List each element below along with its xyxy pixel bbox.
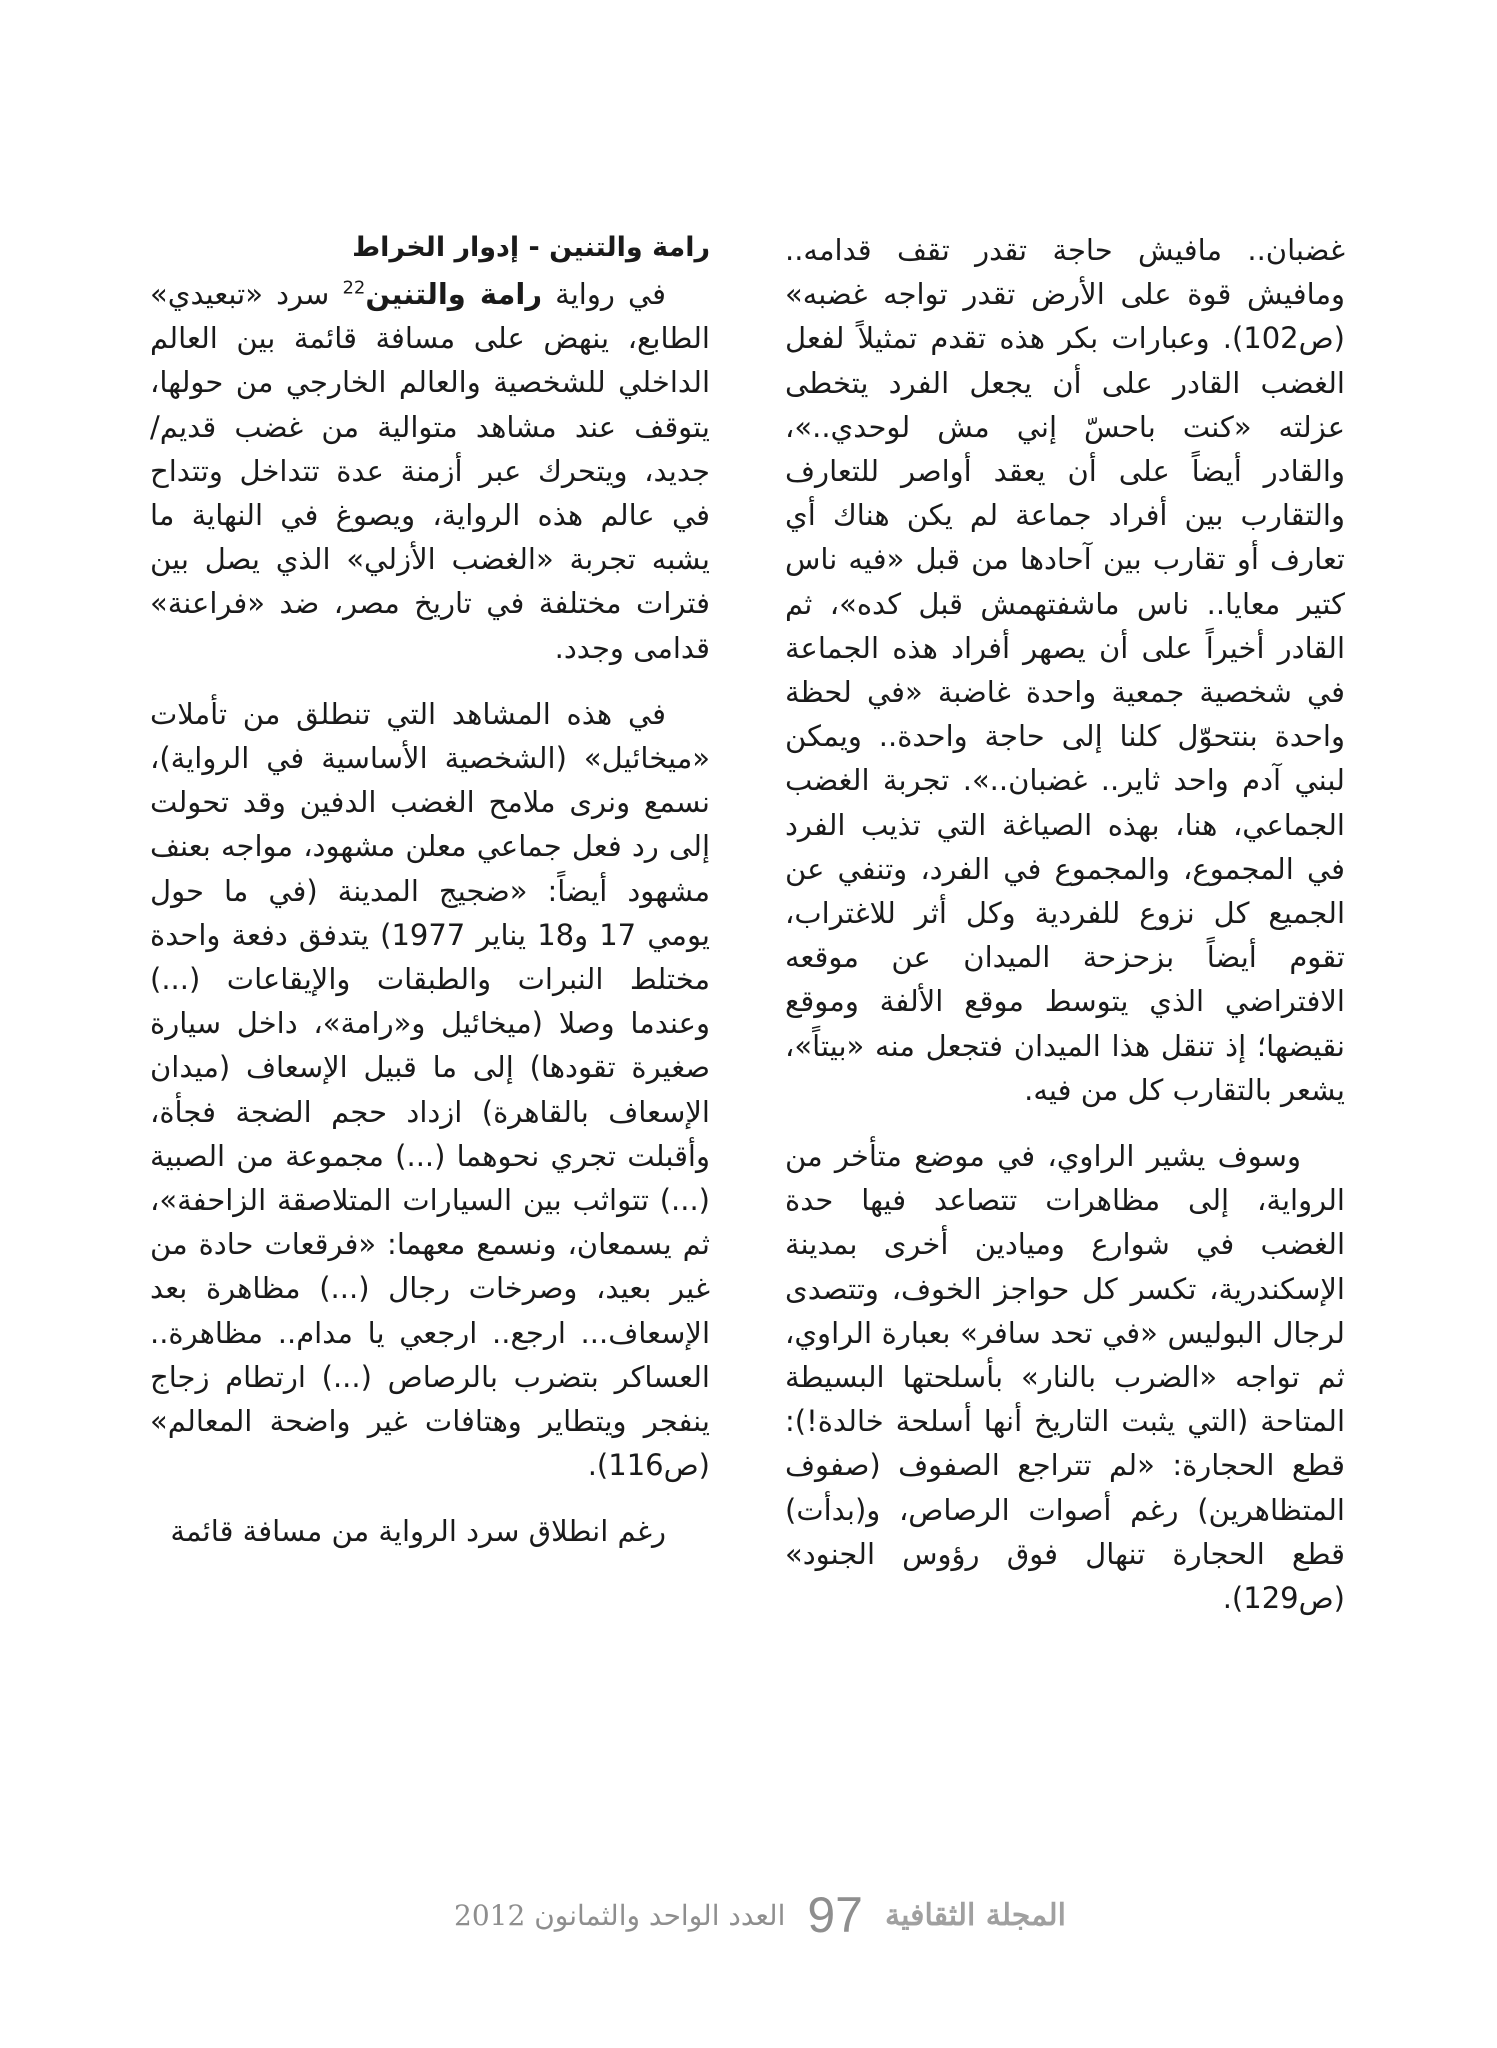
intro-prefix: في رواية [542, 277, 666, 311]
left-paragraph-3: رغم انطلاق سرد الرواية من مسافة قائمة [170, 1514, 666, 1549]
intro-rest: سرد «تبعيدي» الطابع، ينهض على مسافة قائمة بين العالم الداخلي للشخصية والعالم الخارجي من حولها، يتوقف عند مشاهد متوالية من غضب قديم/ جديد، ويتحرك عبر أزمنة عدة تتداخل وتتداح في عالم هذه الرواية، ويصوغ في النهاية ما يشبه تجربة «الغضب الأزلي» الذي يصل بين فترات مختلفة في تاريخ مصر، ضد «فراعنة» قدامى وجدد. [150, 277, 710, 665]
page-footer [420, 1880, 1100, 1950]
right-paragraph-2: وسوف يشير الراوي، في موضع متأخر من الرواية، إلى مظاهرات تتصاعد فيها حدة الغضب في شوارع وميادين أخرى بمدينة الإسكندرية، تكسر كل حواجز الخوف، وتتصدى لرجال البوليس «في تحد سافر» بعبارة الراوي، ثم تواجه «الضرب بالنار» بأسلحتها البسيطة المتاحة (التي يثبت التاريخ أنها أسلحة خالدة!): قطع الحجارة: «لم تتراجع الصفوف (صفوف المتظاهرين) رغم أصوات الرصاص، و(بدأت) قطع الحجارة تنهال فوق رؤوس الجنود» (ص129). [785, 1139, 1345, 1616]
footnote-marker: 22 [342, 277, 366, 299]
left-column [150, 228, 710, 1554]
section-heading: رامة والتنين - إدوار الخراط [352, 232, 710, 263]
magazine-logo: المجلة الثقافية [885, 1897, 1066, 1933]
right-paragraph-1: غضبان.. مافيش حاجة تقدر تقف قدامه.. ومافيش قوة على الأرض تقدر تواجه غضبه» (ص102). وعبارات بكر هذه تقدم تمثيلاً لفعل الغضب القادر على أن يجعل الفرد يتخطى عزلته «كنت باحسّ إني مش لوحدي..»، والقادر أيضاً على أن يعقد أواصر للتعارف والتقارب بين أفراد جماعة لم يكن هناك أي تعارف أو تقارب بين آحادها من قبل «فيه ناس كتير معايا.. ناس ماشفتهمش قبل كده»، ثم القادر أخيراً على أن يصهر أفراد هذه الجماعة في شخصية جمعية واحدة غاضبة «في لحظة واحدة بنتحوّل كلنا إلى حاجة واحدة.. ويمكن لبني آدم واحد ثاير.. غضبان..». تجربة الغضب الجماعي، هنا، بهذه الصياغة التي تذيب الفرد في المجموع، والمجموع في الفرد، وتنفي عن الجميع كل نزوع للفردية وكل أثر للاغتراب، تقوم أيضاً بزحزحة الميدان عن موقعه الافتراضي الذي يتوسط موقع الألفة وموقع نقيضها؛ إذ تنقل هذا الميدان فتجعل منه «بيتاً»، يشعر بالتقارب كل من فيه. [785, 233, 1345, 1107]
page-number: 97 [807, 1887, 863, 1943]
right-column [785, 228, 1345, 1620]
novel-title: رامة والتنين [365, 277, 543, 311]
issue-label: العدد الواحد والثمانون 2012 [454, 1898, 786, 1932]
left-paragraph-2: في هذه المشاهد التي تنطلق من تأملات «ميخائيل» (الشخصية الأساسية في الرواية)، نسمع ونرى ملامح الغضب الدفين وقد تحولت إلى رد فعل جماعي معلن مشهود، مواجه بعنف مشهود أيضاً: «ضجيج المدينة (في ما حول يومي 17 و18 يناير 1977) يتدفق دفعة واحدة مختلط النبرات والطبقات والإيقاعات (...) وعندما وصلا (ميخائيل و«رامة»، داخل سيارة صغيرة تقودها) إلى ما قبيل الإسعاف (ميدان الإسعاف بالقاهرة) ازداد حجم الضجة فجأة، وأقبلت تجري نحوهما (...) مجموعة من الصبية (...) تتواثب بين السيارات المتلاصقة الزاحفة»، ثم يسمعان، ونسمع معهما: «فرقعات حادة من غير بعيد، وصرخات رجال (...) مظاهرة بعد الإسعاف... ارجع.. ارجعي يا مدام.. مظاهرة.. العساكر بتضرب بالرصاص (...) ارتطام زجاج ينفجر ويتطاير وهتافات غير واضحة المعالم» (ص116). [150, 696, 711, 1483]
left-paragraph-1 [150, 272, 710, 670]
